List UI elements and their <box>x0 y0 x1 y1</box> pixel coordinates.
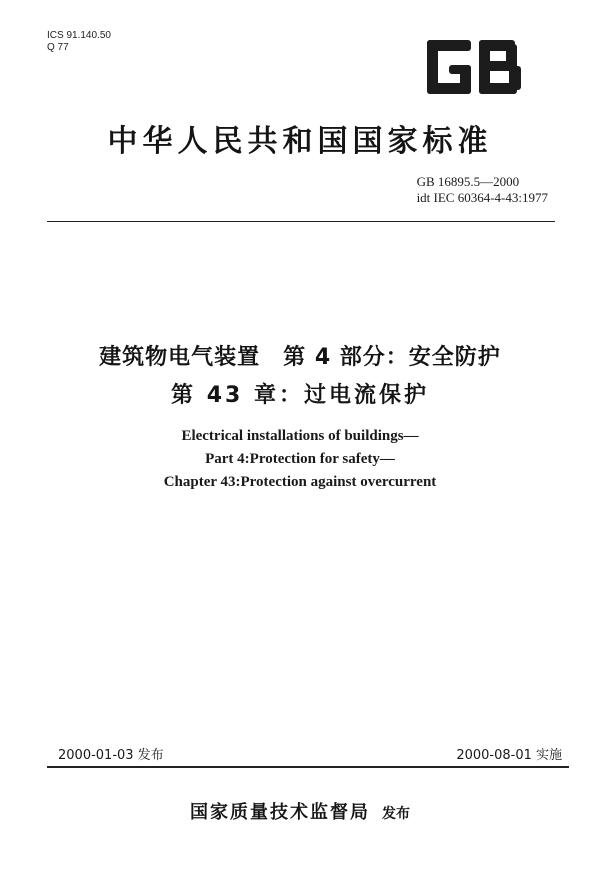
title-en-line1: Electrical installations of buildings— <box>181 428 419 444</box>
ccs-code: Q 77 <box>47 42 69 53</box>
idt-reference: idt IEC 60364-4-43:1977 <box>416 190 548 205</box>
implementation-date: 2000-08-01 实施 <box>456 748 562 763</box>
issue-date: 2000-01-03 发布 <box>58 748 164 763</box>
standard-codes <box>417 174 548 206</box>
title-en-line2: Part 4:Protection for safety— <box>205 451 395 467</box>
ics-code: ICS 91.140.50 <box>47 30 111 41</box>
gb-logo-icon <box>425 38 527 96</box>
classification-block <box>47 30 111 54</box>
top-divider <box>47 221 555 222</box>
publisher-action: 发布 <box>382 806 410 822</box>
title-en-line3: Chapter 43:Protection against overcurrent <box>163 474 437 490</box>
publisher-org: 国家质量技术监督局 <box>190 802 370 823</box>
standard-number: GB 16895.5—2000 <box>416 174 520 189</box>
standard-name: 中华人民共和国国家标准 <box>107 124 493 159</box>
title-cn-line2: 第 43 章：过电流保护 <box>171 383 429 408</box>
publisher-line <box>0 798 600 824</box>
title-cn-line1: 建筑物电气装置 第 4 部分：安全防护 <box>99 345 501 370</box>
bottom-divider <box>47 766 569 768</box>
